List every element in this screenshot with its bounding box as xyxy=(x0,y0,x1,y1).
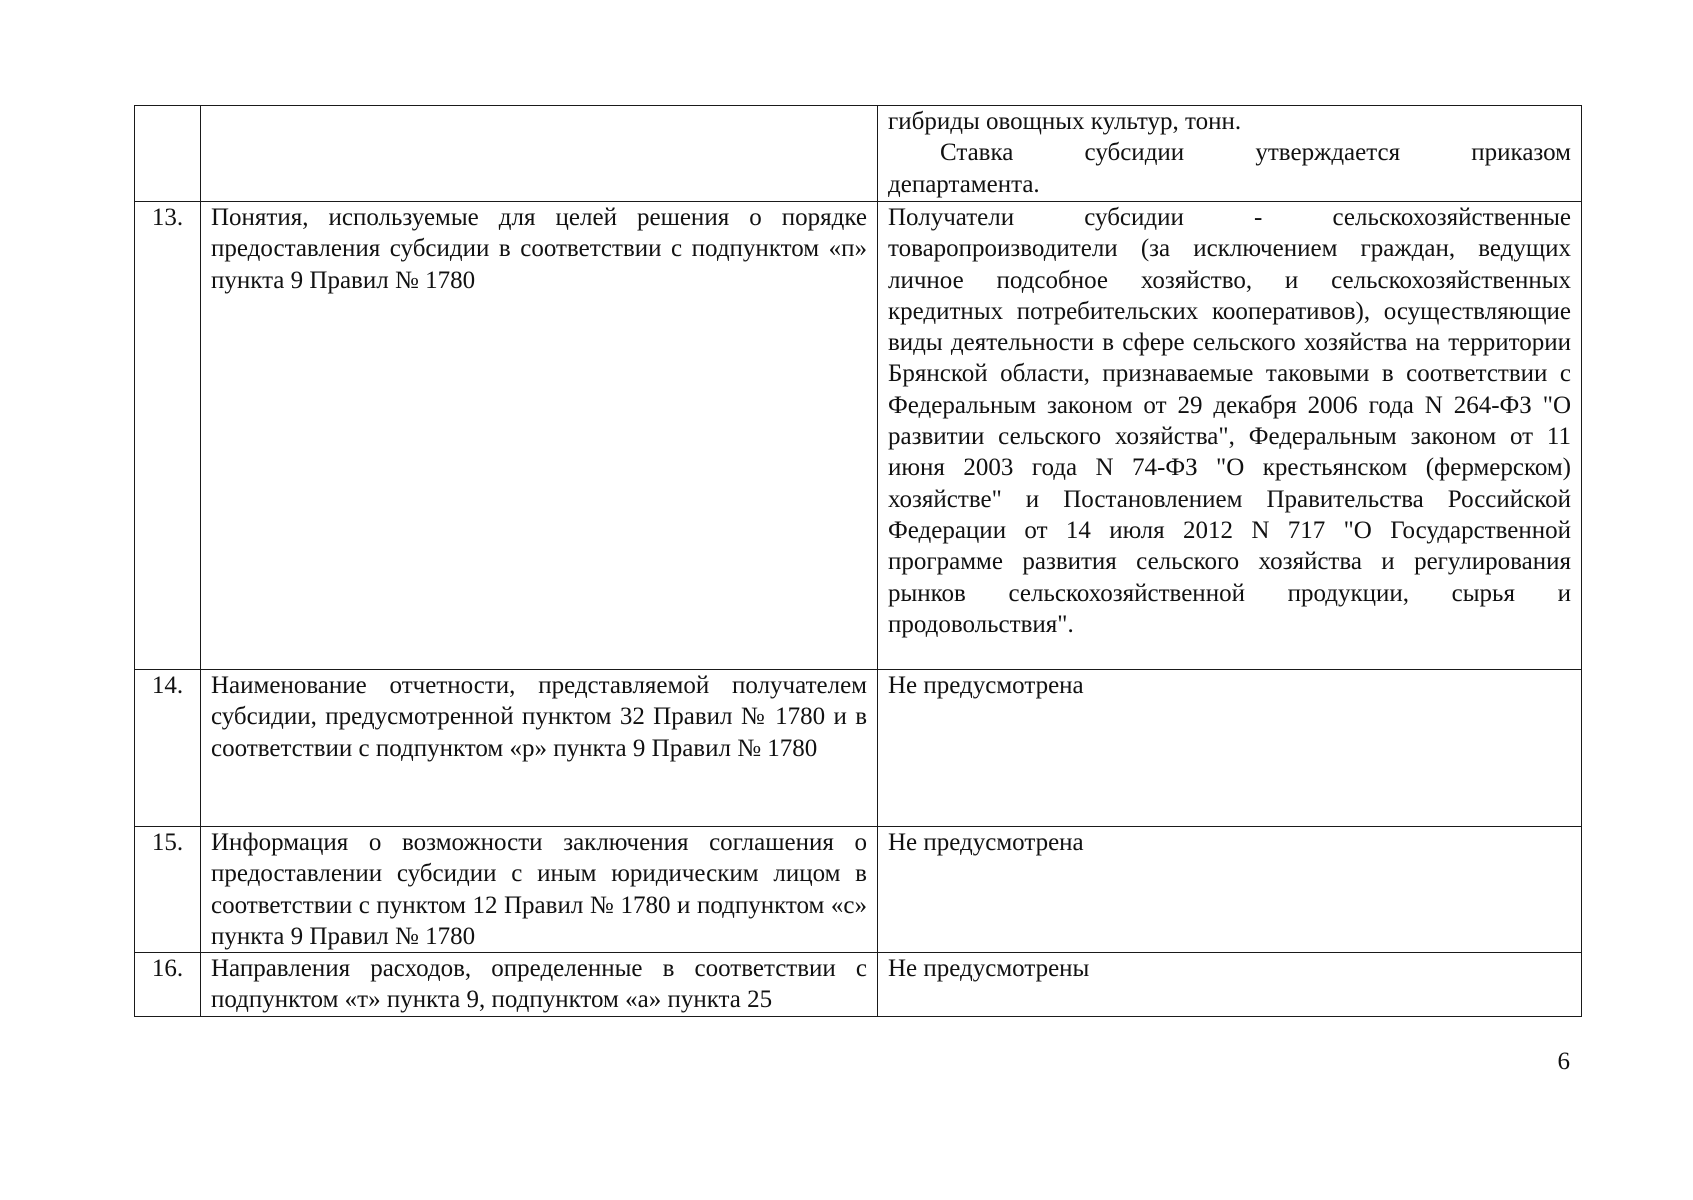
row-value: Не предусмотрена xyxy=(878,670,1582,827)
continuation-line-1: гибриды овощных культур, тонн. xyxy=(888,108,1242,135)
row-number-empty xyxy=(135,106,201,202)
document-table xyxy=(134,105,1582,1017)
row-description: Наименование отчетности, представляемой получателем субсидии, предусмотренной пунктом 32 Правил № 1780 и в соответствии с подпунктом «р» пункта 9 Правил № 1780 xyxy=(201,670,878,827)
table-row-16 xyxy=(135,953,1582,1017)
row-description: Понятия, используемые для целей решения о порядке предоставления субсидии в соответствии с подпунктом «п» пункта 9 Правил № 1780 xyxy=(201,202,878,670)
row-value: Не предусмотрена xyxy=(878,827,1582,953)
row-description: Информация о возможности заключения соглашения о предоставлении субсидии с иным юридическим лицом в соответствии с пунктом 12 Правил № 1780 и подпунктом «с» пункта 9 Правил № 1780 xyxy=(201,827,878,953)
row-number: 14. xyxy=(135,670,201,827)
continuation-line-3: департамента. xyxy=(888,170,1040,198)
row-number: 15. xyxy=(135,827,201,953)
row-value: Не предусмотрены xyxy=(878,953,1582,1017)
table-row-continuation xyxy=(135,106,1582,202)
row-description-empty xyxy=(201,106,878,202)
row-description: Направления расходов, определенные в соответствии с подпунктом «т» пункта 9, подпунктом «а» пункта 25 xyxy=(201,953,878,1017)
continuation-line-2: Ставка субсидии утверждается приказом xyxy=(940,139,1571,167)
page-number: 6 xyxy=(1557,1048,1570,1075)
row-number: 13. xyxy=(135,202,201,670)
row-value-continuation xyxy=(878,106,1582,202)
row-value: Получатели субсидии - сельскохозяйственные товаропроизводители (за исключением граждан, ведущих личное подсобное хозяйство, и сельскохозяйственных кредитных потребительских кооперативов), осуществляющие виды деятельности в сфере сельского хозяйства на территории Брянской области, признаваемые таковыми в соответствии с Федеральным законом от 29 декабря 2006 года N 264-ФЗ "О развитии сельского хозяйства", Федеральным законом от 11 июня 2003 года N 74-ФЗ "О крестьянском (фермерском) хозяйстве" и Постановлением Правительства Российской Федерации от 14 июля 2012 N 717 "О Государственной программе развития сельского хозяйства и регулирования рынков сельскохозяйственной продукции, сырья и продовольствия". xyxy=(878,202,1582,670)
table-row-15 xyxy=(135,827,1582,953)
row-number: 16. xyxy=(135,953,201,1017)
table-row-13 xyxy=(135,202,1582,670)
table-row-14 xyxy=(135,670,1582,827)
